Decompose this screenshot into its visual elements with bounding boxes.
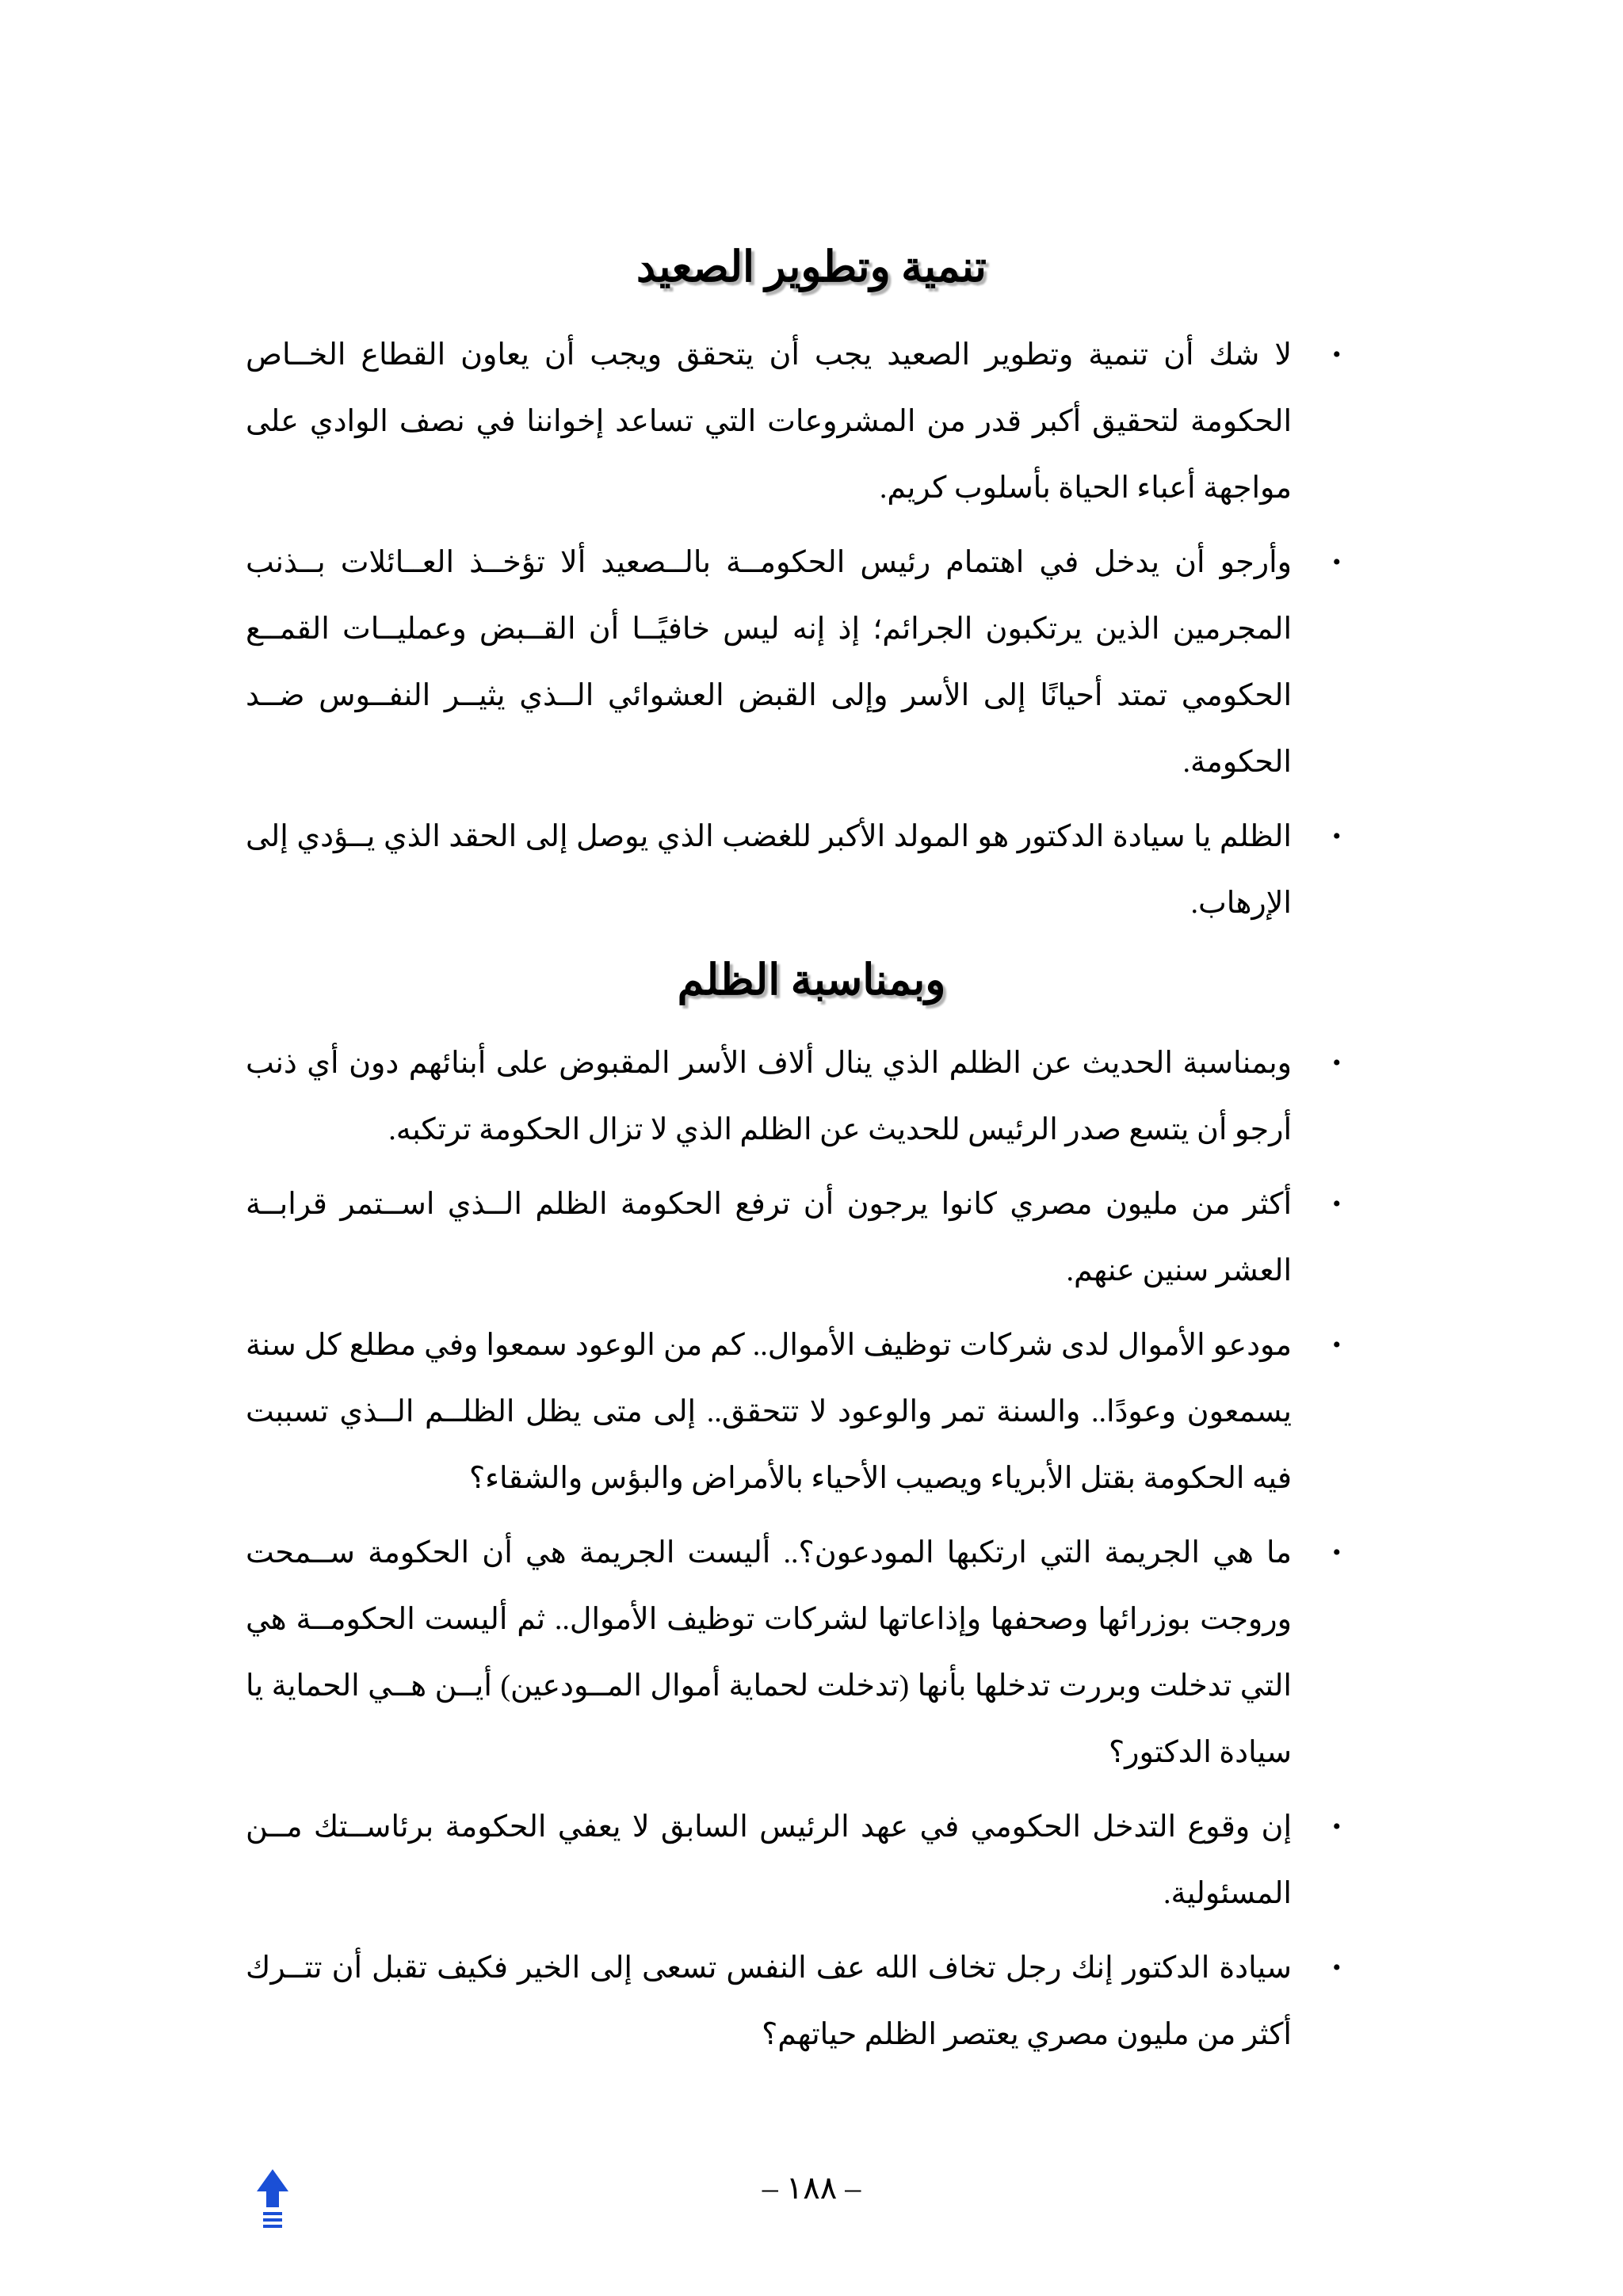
list-item-text: وبمناسبة الحديث عن الظلم الذي ينال ألاف الأسر المقبوض على أبنائهم دون أي ذنب أرجو أن يتسع صدر الرئيس للحديث عن الظلم الذي لا تزال الحكومة ترتكبه. xyxy=(246,1047,1292,1146)
bullet-icon: • xyxy=(1332,341,1341,368)
section-heading: تنمية وتطوير الصعيد xyxy=(636,243,987,292)
list-item xyxy=(246,1030,1341,1163)
bullet-icon: • xyxy=(1332,823,1341,849)
list-item xyxy=(246,1935,1341,2068)
bullet-icon: • xyxy=(1332,1955,1341,1981)
list-item xyxy=(246,1171,1341,1304)
page-number: – ١٨٨ – xyxy=(762,2170,861,2206)
bullet-icon: • xyxy=(1332,549,1341,575)
bullet-icon: • xyxy=(1332,1539,1341,1566)
list-item-text: الظلم يا سيادة الدكتور هو المولد الأكبر للغضب الذي يوصل إلى الحقد الذي يــؤدي إلى الإرهاب. xyxy=(246,820,1292,920)
list-item-text: إن وقوع التدخل الحكومي في عهد الرئيس السابق لا يعفي الحكومة برئاســتك مــن المسئولية. xyxy=(246,1810,1292,1910)
list-item-text: وأرجو أن يدخل في اهتمام رئيس الحكومــة بالــصعيد ألا تؤخــذ العــائلات بــذنب المجرمين الذين يرتكبون الجرائم؛ إذ إنه ليس خافيًــا أن القــبض وعمليــات القمــع الحكومي تمتد أحيانًا إلى الأسر وإلى القبض العشوائي الــذي يثيــر النفــوس ضــد الحكومة. xyxy=(246,546,1292,779)
section-list xyxy=(246,322,1341,936)
list-item xyxy=(246,529,1341,795)
section-list xyxy=(246,1030,1341,2068)
list-item xyxy=(246,322,1341,521)
list-item xyxy=(246,1312,1341,1512)
list-item-text: سيادة الدكتور إنك رجل تخاف الله عف النفس تسعى إلى الخير فكيف تقبل أن تتــرك أكثر من مليون مصري يعتصر الظلم حياتهم؟ xyxy=(246,1951,1292,2051)
bullet-icon: • xyxy=(1332,1050,1341,1076)
bullet-icon: • xyxy=(1332,1191,1341,1217)
list-item-text: مودعو الأموال لدى شركات توظيف الأموال.. كم من الوعود سمعوا وفي مطلع كل سنة يسمعون وعودًا.. والسنة تمر والوعود لا تتحقق.. إلى متى يظل الظلــم الــذي تسببت فيه الحكومة بقتل الأبرياء ويصيب الأحياء بالأمراض والبؤس والشقاء؟ xyxy=(246,1329,1292,1495)
list-item-text: أكثر من مليون مصري كانوا يرجون أن ترفع الحكومة الظلم الــذي اســتمر قرابــة العشر سنين عنهم. xyxy=(246,1188,1292,1287)
bullet-icon: • xyxy=(1332,1332,1341,1358)
list-item xyxy=(246,803,1341,936)
bullet-icon: • xyxy=(1332,1814,1341,1840)
list-item-text: ما هي الجريمة التي ارتكبها المودعون؟.. أليست الجريمة هي أن الحكومة ســمحت وروجت بوزرائها وصحفها وإذاعاتها لشركات توظيف الأموال.. ثم أليست الحكومــة هي التي تدخلت وبررت تدخلها بأنها (تدخلت لحماية أموال المــودعين) أيــن هــي الحماية يا سيادة الدكتور؟ xyxy=(246,1536,1292,1769)
section-heading: وبمناسبة الظلم xyxy=(677,956,946,1005)
list-item-text: لا شك أن تنمية وتطوير الصعيد يجب أن يتحقق ويجب أن يعاون القطاع الخــاص الحكومة لتحقيق أكبر قدر من المشروعات التي تساعد إخواننا في نصف الوادي على مواجهة أعباء الحياة بأسلوب كريم. xyxy=(246,338,1292,505)
list-item xyxy=(246,1794,1341,1927)
list-item xyxy=(246,1520,1341,1786)
